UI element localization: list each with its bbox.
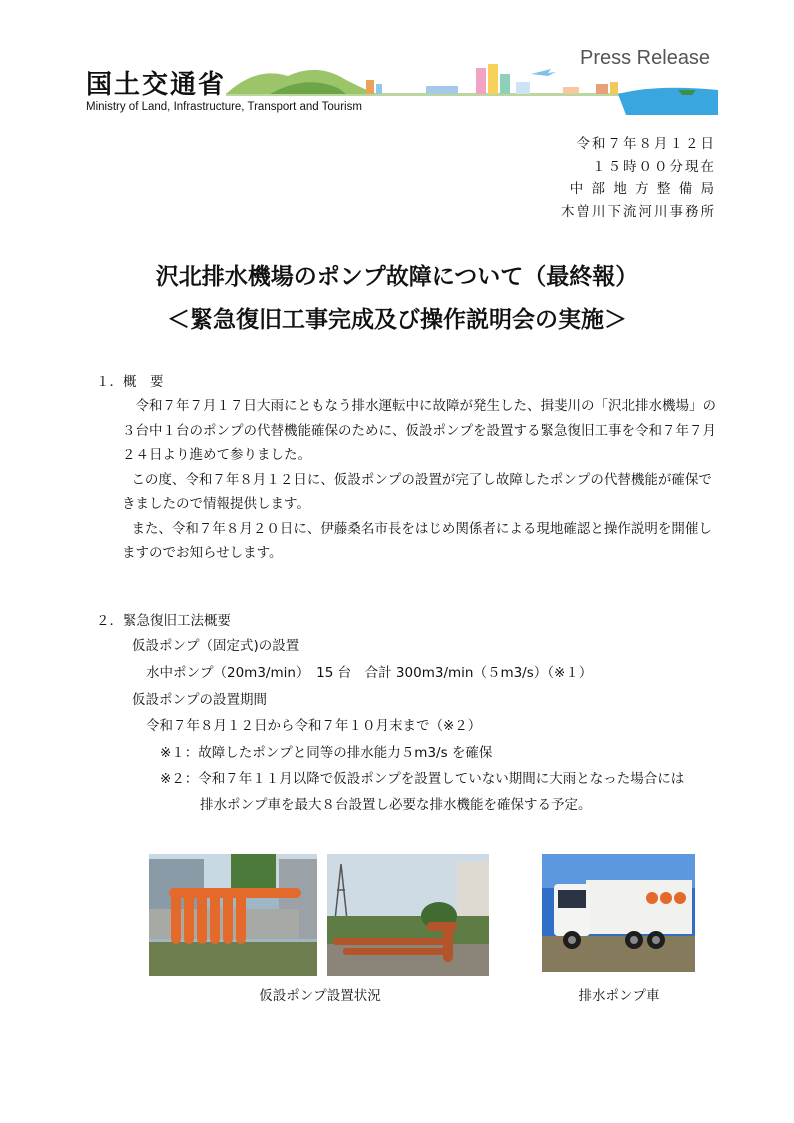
section-1-body [122, 394, 722, 566]
overview-paragraph-2: この度、令和７年８月１２日に、仮設ポンプの設置が完了し故障したポンプの代替機能が確保できましたので情報提供します。 [122, 471, 712, 512]
footnote-2-line-1: ※２：令和７年１１月以降で仮設ポンプを設置していない期間に大雨となった場合には [160, 771, 685, 787]
submersible-pump-detail: 水中ポンプ（20m3/min） 15 台 合計 300m3/min（５m3/s）（※１） [146, 665, 593, 681]
section-1-heading: １．概 要 [96, 374, 164, 390]
footnote-1: ※１：故障したポンプと同等の排水能力５m3/s を確保 [160, 745, 493, 761]
caption-drainage-pump-truck: 排水ポンプ車 [578, 988, 660, 1004]
installation-period-label: 仮設ポンプの設置期間 [132, 692, 267, 708]
caption-temporary-pump-installation: 仮設ポンプ設置状況 [259, 988, 381, 1004]
landscape-banner-graphic [226, 60, 718, 115]
document-subtitle: ＜緊急復旧工事完成及び操作説明会の実施＞ [167, 307, 627, 333]
footnote-2-line-2: 排水ポンプ車を最大８台設置し必要な排水機能を確保する予定。 [200, 797, 592, 813]
issue-time: １５時００分現在 [592, 158, 716, 175]
temporary-pump-facility-photo [149, 854, 317, 976]
section-2-heading: ２．緊急復旧工法概要 [96, 613, 231, 629]
temporary-pump-installation-label: 仮設ポンプ（固定式)の設置 [132, 638, 300, 654]
installation-period-detail: 令和７年８月１２日から令和７年１０月末まで（※２） [146, 718, 482, 734]
ministry-logo-japanese: 国土交通省 [86, 70, 227, 100]
temporary-pump-pipes-photo [327, 854, 489, 976]
overview-paragraph-3: また、令和７年８月２０日に、伊藤桑名市長をはじめ関係者による現地確認と操作説明を開催しますのでお知らせします。 [122, 520, 712, 561]
press-release-label: Press Release [580, 47, 711, 69]
issue-date: 令和７年８月１２日 [576, 136, 716, 152]
overview-paragraph-1: 令和７年７月１７日大雨にともなう排水運転中に故障が発生した、揖斐川の「沢北排水機場」の３台中１台のポンプの代替機能確保のために、仮設ポンプを設置する緊急復旧工事を令和７年７月２４日より進めて参りました。 [122, 398, 716, 463]
issuer-block [561, 133, 716, 223]
document-title: 沢北排水機場のポンプ故障について（最終報） [155, 264, 639, 290]
regional-bureau: 中 部 地 方 整 備 局 [569, 181, 716, 197]
river-office: 木曽川下流河川事務所 [561, 203, 716, 220]
ministry-logo-english: Ministry of Land, Infrastructure, Transport and Tourism [86, 101, 362, 113]
drainage-pump-truck-photo [542, 854, 695, 972]
